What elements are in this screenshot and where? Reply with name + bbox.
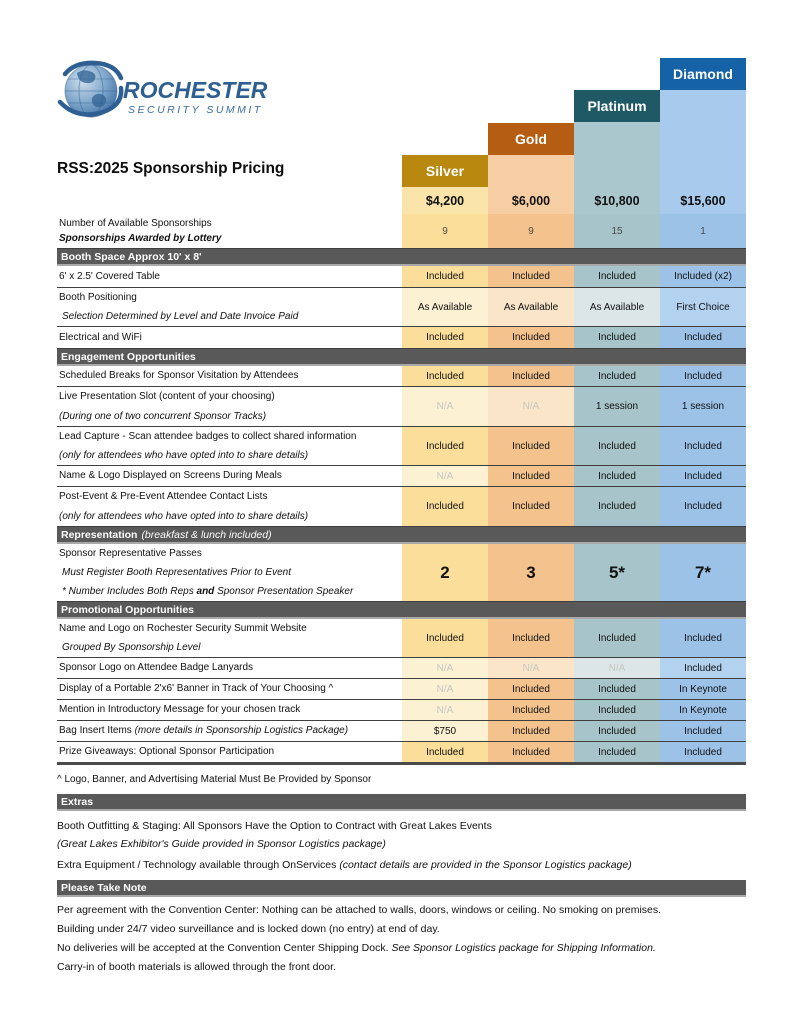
cell-diamond: Included <box>660 327 746 348</box>
row-label: Scheduled Breaks for Sponsor Visitation by Attendees <box>59 370 299 382</box>
table-row-contact-lists <box>57 487 746 527</box>
section-header-representation <box>57 527 746 544</box>
cell-gold: Included <box>488 679 574 699</box>
table-row-electrical <box>57 327 746 349</box>
row-label: Display of a Portable 2'x6' Banner in Track of Your Choosing ^ <box>59 683 334 695</box>
note-line-4: Carry-in of booth materials is allowed through the front door. <box>57 961 336 973</box>
cell-silver: N/A <box>402 658 488 678</box>
row-label: Prize Giveaways: Optional Sponsor Participation <box>59 746 275 758</box>
price-row <box>57 187 746 214</box>
cell-diamond: 1 session <box>660 387 746 426</box>
cell-silver: N/A <box>402 466 488 486</box>
row-sublabel: (During one of two concurrent Sponsor Tracks) <box>59 410 267 422</box>
cell-diamond: Included <box>660 366 746 386</box>
table-row-prize-giveaways <box>57 742 746 765</box>
cell-gold: Included <box>488 700 574 720</box>
cell-silver: 2 <box>402 544 488 601</box>
row-sublabel: Selection Determined by Level and Date Invoice Paid <box>62 310 299 322</box>
cell-platinum: N/A <box>574 658 660 678</box>
logo-subtitle: SECURITY SUMMIT <box>128 104 263 116</box>
section-header-engagement: Engagement Opportunities <box>57 349 746 366</box>
cell-gold: As Available <box>488 288 574 326</box>
table-row-banner <box>57 679 746 700</box>
cell-gold: Included <box>488 487 574 526</box>
tier-header-diamond: Diamond <box>660 58 746 90</box>
cell-gold: Included <box>488 366 574 386</box>
section-header-promotional: Promotional Opportunities <box>57 602 746 619</box>
globe-logo-icon <box>57 58 267 126</box>
price-silver: $4,200 <box>402 187 488 214</box>
cell-gold: Included <box>488 619 574 657</box>
row-label: Live Presentation Slot (content of your choosing) <box>59 391 275 402</box>
cell-silver: Included <box>402 619 488 657</box>
cell-silver: N/A <box>402 387 488 426</box>
row-label: Booth Positioning <box>59 292 137 303</box>
tier-column-silver <box>402 155 488 187</box>
notes-block <box>57 904 746 973</box>
cell-diamond: Included <box>660 487 746 526</box>
row-label: Electrical and WiFi <box>59 331 142 343</box>
price-row-label <box>57 187 402 214</box>
row-label: Bag Insert Items (more details in Sponsorship Logistics Package) <box>59 725 349 737</box>
table-row-live-presentation <box>57 387 746 427</box>
table-row-website-logo <box>57 619 746 658</box>
cell-silver: $750 <box>402 721 488 741</box>
page-title: RSS:2025 Sponsorship Pricing <box>57 160 285 177</box>
extras-line-1: Booth Outfitting & Staging: All Sponsors Have the Option to Contract with Great Lakes Events <box>57 820 492 832</box>
tier-fill-diamond <box>660 90 746 187</box>
row-label: Name and Logo on Rochester Security Summit Website <box>59 623 307 634</box>
rochester-security-summit-logo <box>57 58 267 131</box>
cell-silver: Included <box>402 366 488 386</box>
tier-header-silver: Silver <box>402 155 488 187</box>
cell-diamond: Included (x2) <box>660 266 746 287</box>
cell-silver: Included <box>402 327 488 348</box>
cell-silver: N/A <box>402 679 488 699</box>
cell-gold: Included <box>488 327 574 348</box>
table-row-intro-mention <box>57 700 746 721</box>
note-line-1: Per agreement with the Convention Center: Nothing can be attached to walls, doors, windows or ceiling. No smoking on premises. <box>57 904 662 916</box>
tier-column-platinum <box>574 90 660 187</box>
price-diamond: $15,600 <box>660 187 746 214</box>
pricing-table <box>57 187 746 765</box>
row-sublabel: Must Register Booth Representatives Prior to Event <box>62 566 291 578</box>
tier-fill-gold <box>488 155 574 187</box>
cell-platinum: Included <box>574 700 660 720</box>
cell-silver: Included <box>402 427 488 465</box>
cell-gold: N/A <box>488 658 574 678</box>
section-header-extras: Extras <box>57 794 746 811</box>
tier-header-gold: Gold <box>488 123 574 155</box>
cell-diamond: Included <box>660 742 746 762</box>
cell-diamond: In Keynote <box>660 679 746 699</box>
tier-fill-platinum <box>574 122 660 187</box>
row-label: Number of Available Sponsorships <box>59 218 212 229</box>
table-row-booth-positioning <box>57 288 746 327</box>
row-label: Sponsor Logo on Attendee Badge Lanyards <box>59 662 254 674</box>
cell-platinum: Included <box>574 742 660 762</box>
cell-platinum: 15 <box>574 214 660 248</box>
table-row-bag-inserts <box>57 721 746 742</box>
tier-column-diamond <box>660 58 746 187</box>
banner-footnote: ^ Logo, Banner, and Advertising Material Must Be Provided by Sponsor <box>57 774 372 785</box>
section-header-please-take-note: Please Take Note <box>57 880 746 897</box>
row-label: Sponsor Representative Passes <box>59 548 202 559</box>
section-note: (breakfast & lunch included) <box>141 528 272 541</box>
cell-platinum: Included <box>574 721 660 741</box>
table-row-lead-capture <box>57 427 746 466</box>
cell-platinum: Included <box>574 619 660 657</box>
cell-diamond: 7* <box>660 544 746 601</box>
cell-silver: 9 <box>402 214 488 248</box>
cell-gold: N/A <box>488 387 574 426</box>
cell-platinum: 5* <box>574 544 660 601</box>
cell-diamond: Included <box>660 619 746 657</box>
row-label: Name & Logo Displayed on Screens During Meals <box>59 470 282 482</box>
table-row-availability <box>57 214 746 249</box>
cell-gold: Included <box>488 466 574 486</box>
cell-silver: N/A <box>402 700 488 720</box>
table-row-scheduled-breaks <box>57 366 746 387</box>
cell-gold: 3 <box>488 544 574 601</box>
cell-platinum: As Available <box>574 288 660 326</box>
cell-gold: Included <box>488 266 574 287</box>
table-row-representative-passes <box>57 544 746 602</box>
cell-platinum: Included <box>574 487 660 526</box>
cell-platinum: Included <box>574 266 660 287</box>
extras-line-3: Extra Equipment / Technology available through OnServices (contact details are provided in the Sponsor Logistics package) <box>57 859 632 871</box>
row-label: Lead Capture - Scan attendee badges to collect shared information <box>59 431 357 442</box>
cell-diamond: First Choice <box>660 288 746 326</box>
cell-silver: Included <box>402 742 488 762</box>
row-sublabel: Grouped By Sponsorship Level <box>62 641 201 653</box>
cell-diamond: Included <box>660 658 746 678</box>
cell-diamond: In Keynote <box>660 700 746 720</box>
row-label: Post-Event & Pre-Event Attendee Contact Lists <box>59 491 268 502</box>
row-label: Mention in Introductory Message for your chosen track <box>59 704 301 716</box>
cell-silver: As Available <box>402 288 488 326</box>
cell-diamond: Included <box>660 466 746 486</box>
section-title: Representation <box>61 528 138 541</box>
cell-gold: Included <box>488 427 574 465</box>
logo-wordmark: ROCHESTER <box>123 77 267 103</box>
row-footnote: * Number Includes Both Reps and Sponsor Presentation Speaker <box>62 585 354 597</box>
row-label: 6' x 2.5' Covered Table <box>59 270 160 282</box>
cell-platinum: Included <box>574 427 660 465</box>
cell-gold: Included <box>488 742 574 762</box>
table-row-covered-table <box>57 266 746 288</box>
cell-silver: Included <box>402 266 488 287</box>
header-zone <box>57 58 746 187</box>
row-sublabel: (only for attendees who have opted into to share details) <box>59 449 309 461</box>
row-sublabel: (only for attendees who have opted into to share details) <box>59 510 309 522</box>
cell-gold: 9 <box>488 214 574 248</box>
cell-platinum: Included <box>574 466 660 486</box>
tier-header-platinum: Platinum <box>574 90 660 122</box>
note-line-2: Building under 24/7 video surveillance and is locked down (no entry) at end of day. <box>57 923 440 935</box>
table-row-lanyards <box>57 658 746 679</box>
cell-platinum: 1 session <box>574 387 660 426</box>
cell-platinum: Included <box>574 366 660 386</box>
cell-diamond: Included <box>660 721 746 741</box>
price-platinum: $10,800 <box>574 187 660 214</box>
cell-diamond: Included <box>660 427 746 465</box>
cell-platinum: Included <box>574 327 660 348</box>
cell-silver: Included <box>402 487 488 526</box>
row-sublabel: Sponsorships Awarded by Lottery <box>59 232 222 244</box>
section-header-booth-space: Booth Space Approx 10' x 8' <box>57 249 746 266</box>
cell-gold: Included <box>488 721 574 741</box>
note-line-3: No deliveries will be accepted at the Convention Center Shipping Dock. See Sponsor Logistics package for Shipping Information. <box>57 942 656 954</box>
price-gold: $6,000 <box>488 187 574 214</box>
tier-column-gold <box>488 123 574 187</box>
table-row-meals-logo <box>57 466 746 487</box>
extras-line-2: (Great Lakes Exhibitor's Guide provided in Sponsor Logistics package) <box>57 838 386 850</box>
cell-platinum: Included <box>574 679 660 699</box>
cell-diamond: 1 <box>660 214 746 248</box>
